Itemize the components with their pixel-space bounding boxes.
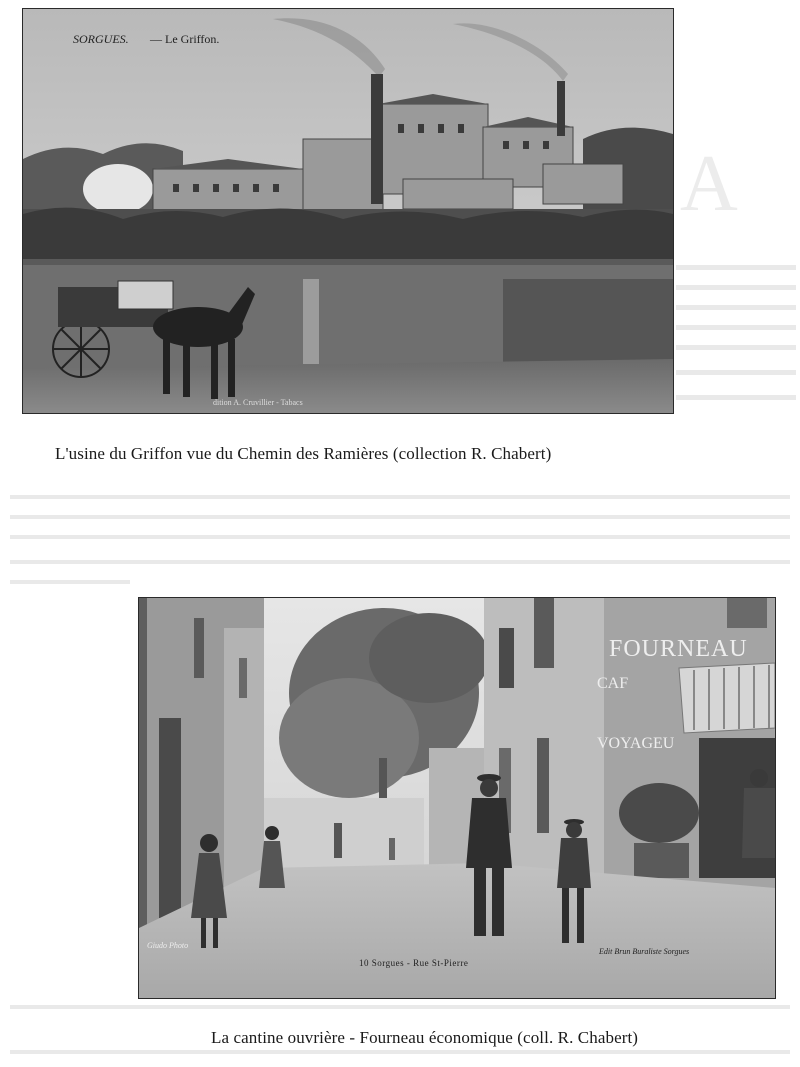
caption-cantine-ouvriere: La cantine ouvrière - Fourneau économique (coll. R. Chabert) [211,1028,639,1047]
postcard-label: 10 Sorgues - Rue St-Pierre [359,958,469,968]
publisher-mark: Edit Brun Buraliste Sorgues [599,947,690,956]
postcard-title-place: SORGUES. [73,32,129,46]
postcard-photo-griffon-factory [22,8,674,414]
photographer-mark: Giudo Photo [147,941,189,950]
postcard-photo-rue-st-pierre [138,597,776,999]
postcard-title-rest: — Le Griffon. [150,32,220,46]
shop-sign-cafe: CAF [597,675,629,692]
publisher-mark: dition A. Cruvillier - Tabacs [213,398,303,407]
svg-text:A: A [680,140,738,228]
shop-sign-fourneau: FOURNEAU [609,636,748,662]
caption-griffon-factory: L'usine du Griffon vue du Chemin des Ramières (collection R. Chabert) [55,444,552,463]
shop-sign-voyageurs: VOYAGEU [597,735,675,752]
